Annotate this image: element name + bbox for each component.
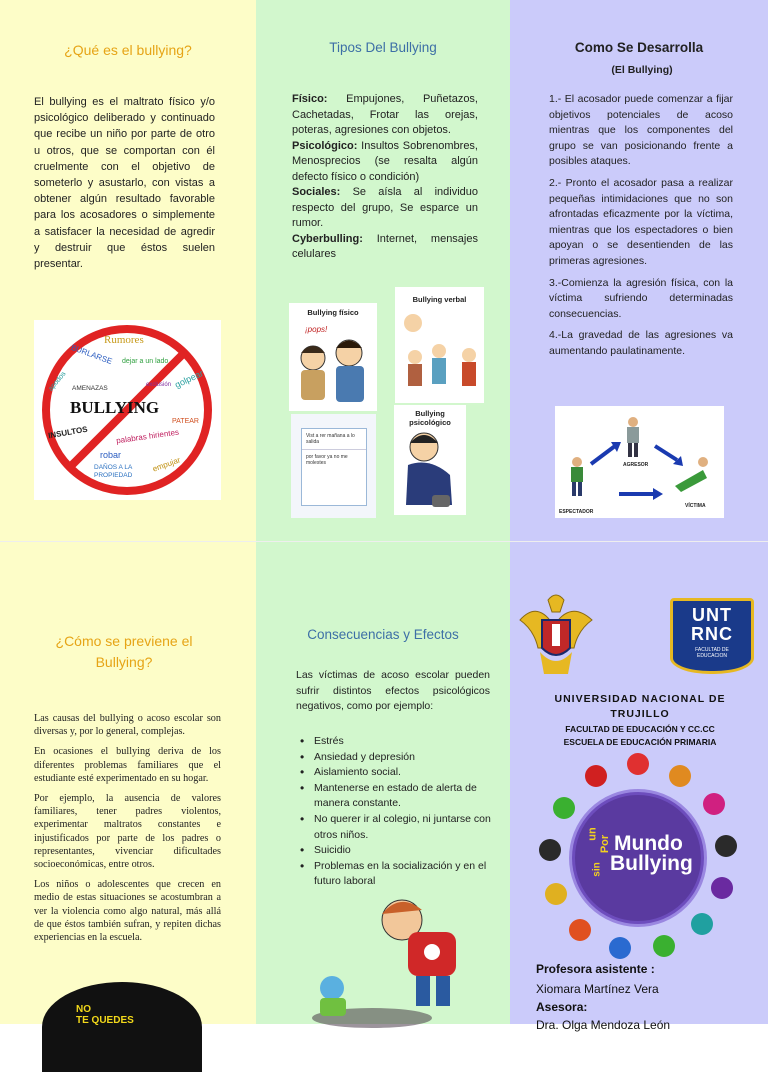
type-label-fisico: Físico: (292, 93, 328, 105)
badge-small: FACULTAD DE EDUCACION (695, 647, 729, 659)
list-item: • Estrés (314, 734, 494, 750)
steps-list (549, 92, 733, 360)
chat-message: Vist a rer mañana a lo salida (302, 429, 366, 450)
panel-subtitle: (El Bullying) (611, 64, 673, 76)
phone-screen (301, 428, 367, 506)
logo-word: sin (591, 862, 603, 877)
consequences-intro: Las víctimas de acoso escolar pueden sufrir distintos efectos psicológicos negativos, como por ejemplo: (296, 669, 490, 713)
type-text-sociales: Se aísla al individuo respecto del grupo, Se esparce un rumor. (292, 186, 478, 229)
types-list (292, 92, 478, 263)
panel-prevention (0, 542, 256, 1024)
chat-message: por favor ya no me molestes (306, 454, 348, 466)
bubble-text: ¡pops! (305, 325, 328, 334)
advisor-label: Asesora: (536, 1000, 588, 1014)
university-crest-icon (518, 590, 594, 676)
panel-consequences (256, 542, 510, 1024)
no-bullying-sign (34, 320, 221, 500)
no-te-quedes-sign (42, 982, 202, 1072)
step-item: 3.-Comienza la agresión física, con la víctima sufriendo determinadas consecuencias. (549, 276, 733, 320)
step-item: 4.-La gravedad de las agresiones va aumentando paulatinamente. (549, 329, 733, 357)
diagram-label: VÍCTIMA (685, 503, 706, 509)
panel-title: Tipos Del Bullying (329, 40, 437, 55)
sign-line: TE QUEDES (76, 1015, 134, 1026)
paragraph: Las causas del bullying o acoso escolar son diversas y, por lo general, complejas. (34, 713, 221, 738)
card-psychological-bullying (394, 405, 466, 515)
paragraph: Los niños o adolescentes que crecen en medio de estas situaciones se acostumbran a ver la violencia como algo natural, más allá de que éstos también sufran, y repiten dichas experiencias en la escuela. (34, 879, 221, 944)
panel-cover (510, 542, 768, 1032)
sad-kid-icon (394, 405, 466, 515)
sign-word: Rumores (104, 334, 144, 346)
badge-line: RNC (691, 624, 733, 644)
logo-word: Por (599, 834, 612, 854)
list-item: • No querer ir al colegio, ni juntarse con otros niños. (314, 812, 494, 843)
panel-title: Como Se Desarrolla (574, 40, 704, 55)
card-cyber-bullying (291, 414, 376, 518)
roles-diagram (555, 406, 724, 518)
type-text-psicologico: Insultos Sobrenombres, Menosprecios (se resalta algún defecto físico o condición) (292, 139, 478, 183)
school-name: ESCUELA DE EDUCACIÓN PRIMARIA (563, 737, 717, 747)
world-without-bullying-logo (530, 748, 740, 958)
panel-title: Consecuencias y Efectos (307, 627, 459, 642)
professor-name: Xiomara Martínez Vera (536, 982, 659, 996)
sign-word: AMENAZAS (72, 385, 108, 392)
badge-line: UNT (692, 605, 732, 625)
sign-word: PATEAR (172, 418, 199, 425)
list-item: • Aislamiento social. (314, 765, 494, 781)
professor-label: Profesora asistente : (536, 962, 655, 976)
advisor-name: Dra. Olga Mendoza León (536, 1018, 671, 1032)
faculty-name: FACULTAD DE EDUCACIÓN Y CC.CC (565, 724, 715, 734)
paragraph: En ocasiones el bullying deriva de los diferentes problemas familiares que el estudiante esté experimentado en su hogar. (34, 746, 221, 784)
unt-rnc-badge (670, 598, 754, 674)
sign-word: INSULTOS (47, 424, 89, 441)
panel-title: ¿Qué es el bullying? (64, 42, 192, 58)
sign-word: exclusión (146, 382, 172, 388)
card-verbal-bullying (395, 287, 484, 403)
definition-text: El bullying es el maltrato físico y/o psicológico deliberado y continuado que recibe un niño por parte de otro u otros, que se comportan con él cruelmente con el objetivo de someterlo y asustarlo, con vistas a obtener algún resultado favorable para los acosadores o simplemente a satisfacer la necesidad de agredir y destruir que éstos suelen presentar. (34, 96, 215, 271)
sign-word: BURLARSE (69, 342, 114, 367)
card-physical-bullying (289, 303, 377, 411)
sign-word: golpear (173, 368, 205, 390)
type-label-psicologico: Psicológico: (292, 139, 358, 152)
kids-fighting-icon (289, 303, 377, 411)
bully-cartoon-icon (312, 892, 502, 1024)
university-name: UNIVERSIDAD NACIONAL DE TRUJILLO (554, 693, 726, 720)
sign-word: empujar (151, 455, 182, 474)
panel-how-it-develops (510, 0, 768, 542)
logo-word: Bullying (610, 852, 693, 875)
panel-types-of-bullying (256, 0, 510, 542)
logo-word: Mundo (614, 832, 683, 855)
sign-word: palabras hirientes (115, 427, 180, 446)
type-label-sociales: Sociales: (292, 186, 341, 198)
sign-word: robar (100, 450, 122, 460)
diagram-label: ESPECTADOR (559, 509, 594, 515)
type-text-fisico: Empujones, Puñetazos, Cachetadas, Frotar las orejas, poteras, agresiones con objetos. (292, 93, 478, 136)
card-title: Bullying psicológico (409, 409, 451, 427)
panel-what-is-bullying (0, 0, 256, 542)
prevention-text (34, 712, 221, 944)
card-title: Bullying verbal (412, 295, 467, 304)
step-item: 1.- El acosador puede comenzar a fijar objetivos potenciales de acoso mientras que los componentes del grupo se van posicionando frente a posibles ataques. (549, 93, 733, 168)
panel-title: ¿Cómo se previene el Bullying? (55, 633, 193, 670)
list-item: • Mantenerse en estado de alerta de manera constante. (314, 781, 494, 812)
list-item: • Problemas en la socialización y en el futuro laboral (314, 859, 494, 890)
logo-word: un (586, 827, 599, 841)
list-item: • Suicidio (314, 843, 494, 859)
card-title: Bullying físico (307, 308, 359, 317)
sign-line: NO (76, 1004, 91, 1015)
sign-word-center: BULLYING (70, 398, 160, 417)
sign-word: apodos (47, 370, 68, 393)
type-text-cyber: Internet, mensajes celulares (292, 232, 478, 260)
sign-word: DAÑOS A LA PROPIEDAD (94, 464, 133, 479)
list-item: • Ansiedad y depresión (314, 750, 494, 766)
step-item: 2.- Pronto el acosador pasa a realizar pequeñas intimidaciones que no son afrontadas eficazmente por la víctima, mientras que los espectadores o bien apoyan o se desentienden de las primeras agresiones. (549, 176, 733, 267)
sign-word: dejar a un lado (122, 358, 169, 365)
consequences-list (298, 734, 494, 890)
kids-talking-icon (395, 287, 484, 403)
diagram-label: AGRESOR (623, 462, 649, 468)
type-label-cyber: Cyberbulling: (292, 232, 363, 245)
paragraph: Por ejemplo, la ausencia de valores familiares, tener padres violentos, experimentar maltratos constantes e injustificados por parte de los padres o representantes, vivenciar dificultades socioeconómicas, entre otros. (34, 793, 221, 871)
